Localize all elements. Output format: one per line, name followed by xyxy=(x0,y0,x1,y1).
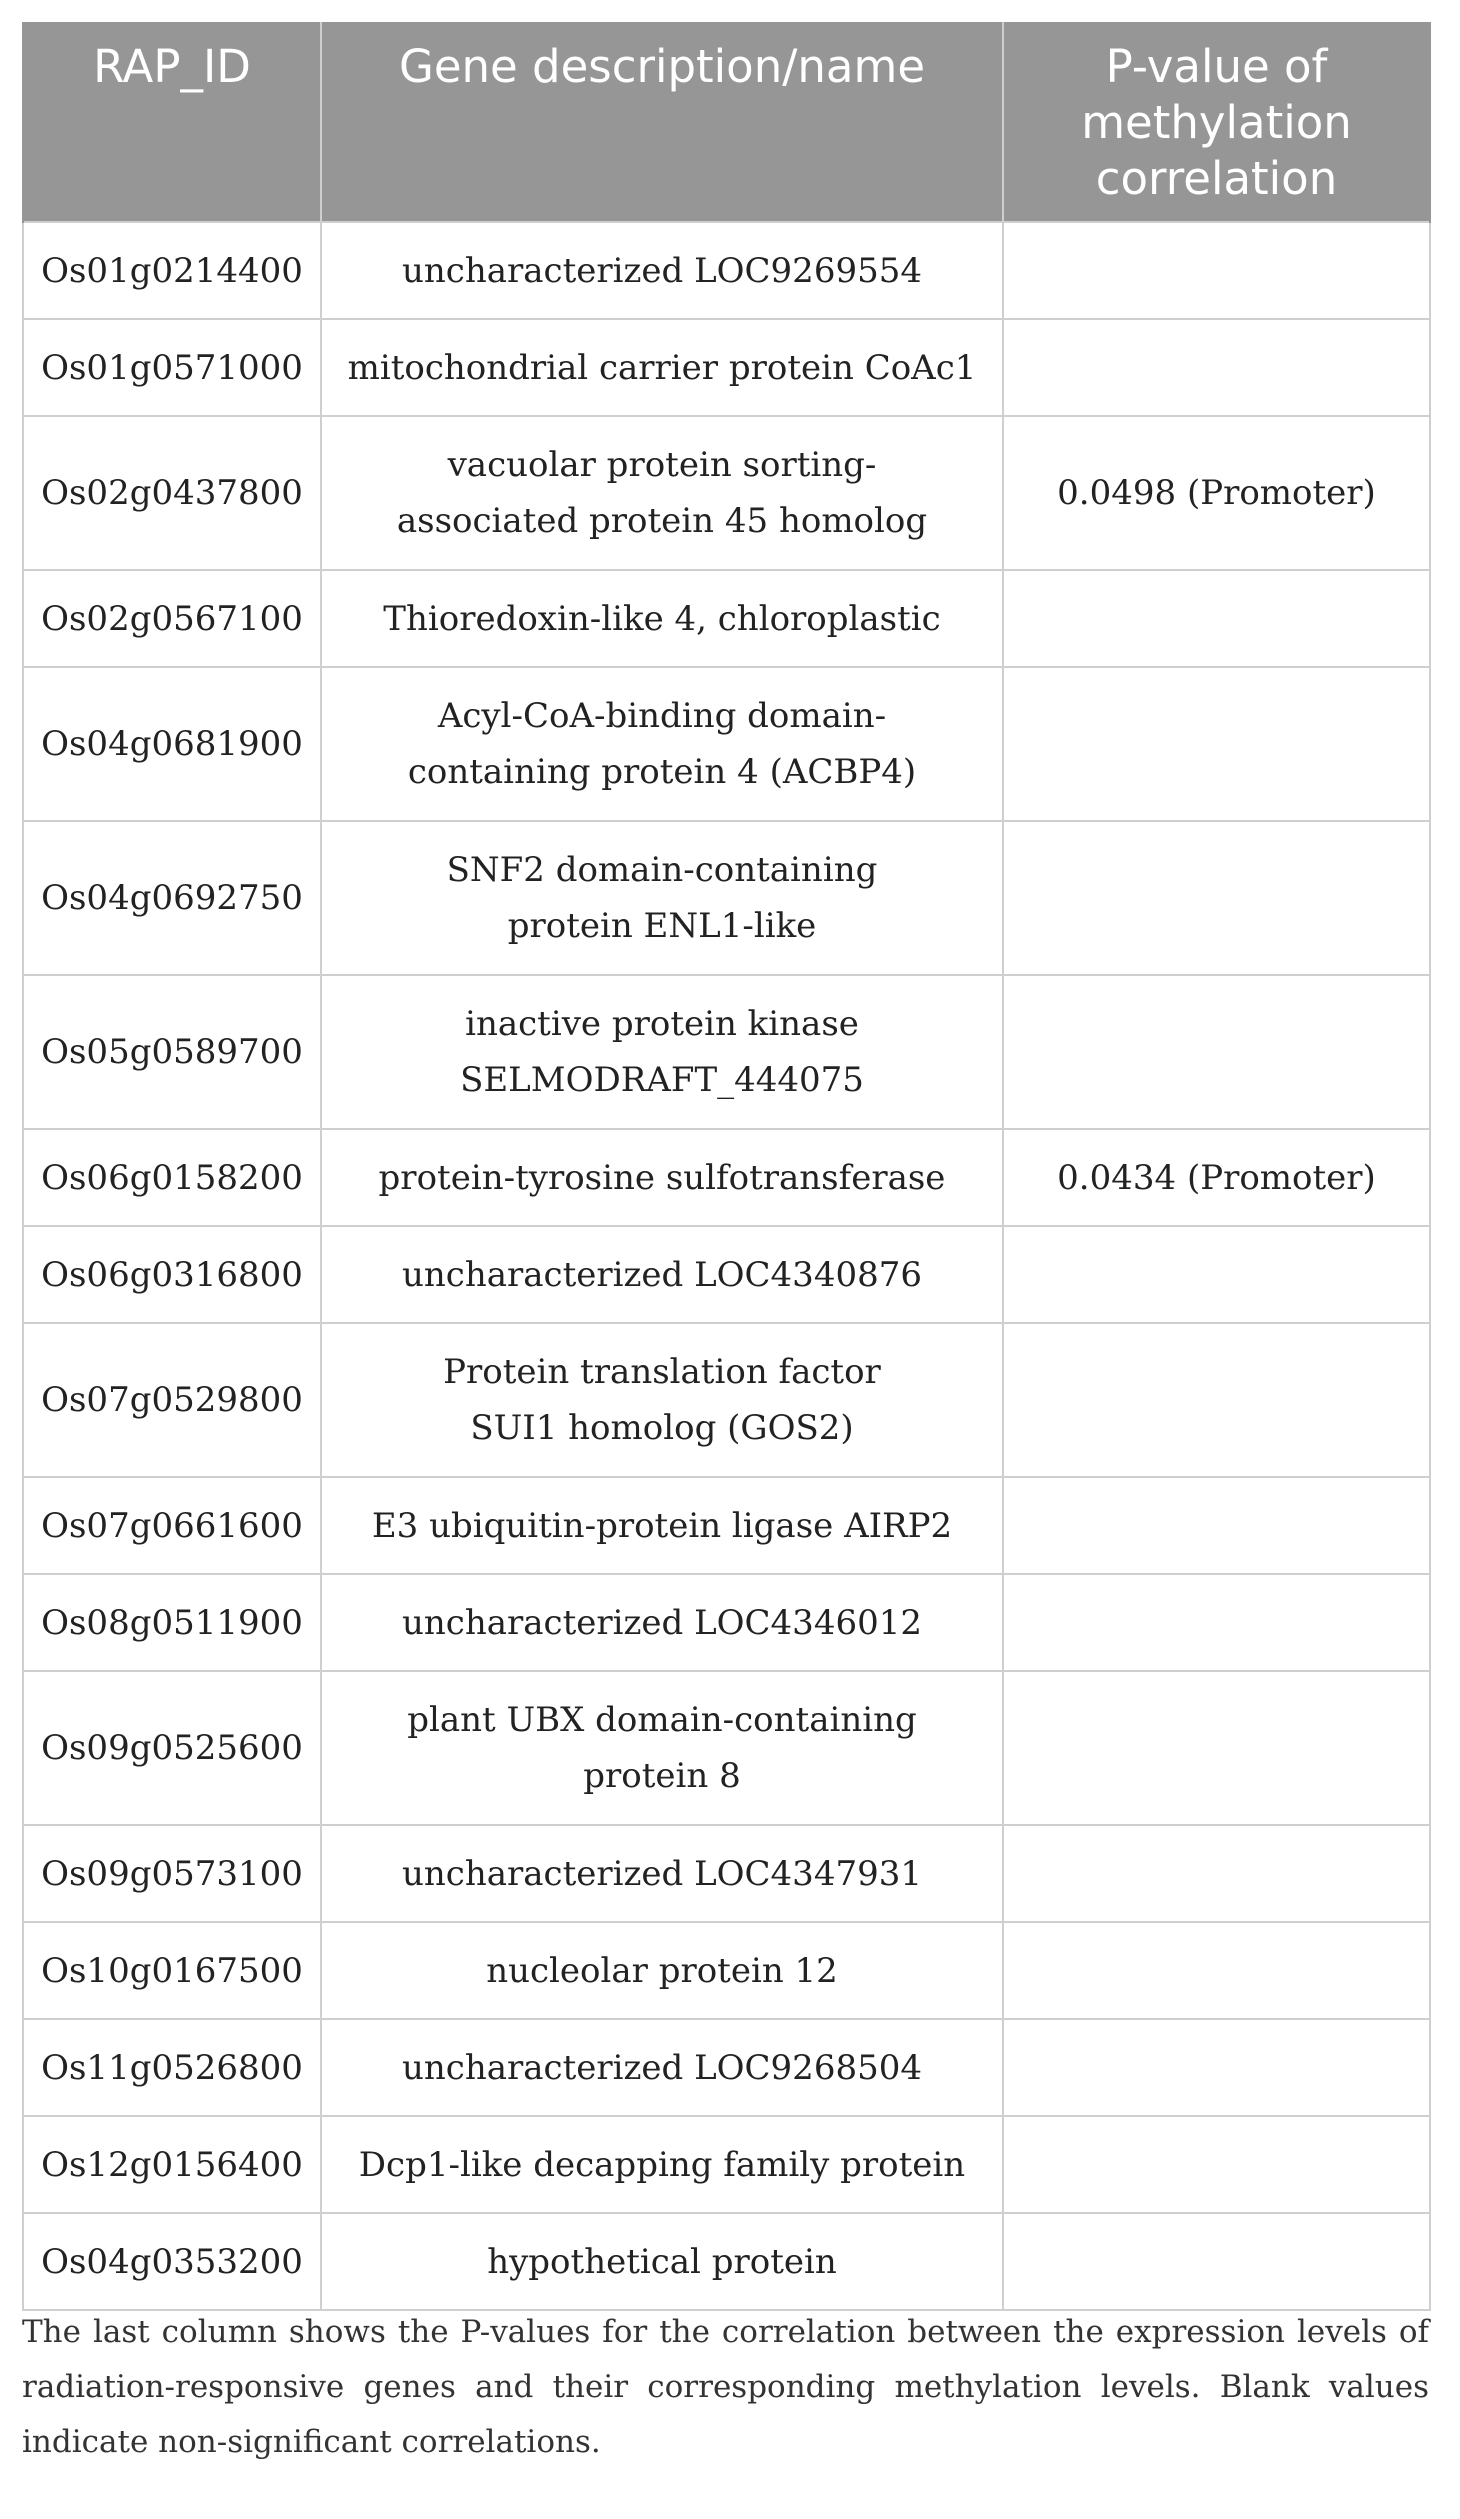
cell-gene: uncharacterized LOC4346012 xyxy=(321,1574,1003,1671)
cell-gene: hypothetical protein xyxy=(321,2213,1003,2310)
table-row xyxy=(23,821,1430,975)
cell-rap-id: Os01g0214400 xyxy=(23,222,321,319)
cell-gene-text: plant UBX domain-containing protein 8 xyxy=(407,1700,917,1796)
cell-p-value xyxy=(1003,821,1430,975)
cell-rap-id: Os09g0573100 xyxy=(23,1825,321,1922)
table-header xyxy=(23,22,1430,222)
cell-gene: Thioredoxin-like 4, chloroplastic xyxy=(321,570,1003,667)
cell-gene xyxy=(321,975,1003,1129)
table-row xyxy=(23,1825,1430,1922)
cell-p-value xyxy=(1003,1922,1430,2019)
table-row xyxy=(23,1671,1430,1825)
cell-rap-id: Os07g0661600 xyxy=(23,1477,321,1574)
table-row xyxy=(23,667,1430,821)
cell-p-value xyxy=(1003,2019,1430,2116)
cell-p-value xyxy=(1003,2213,1430,2310)
table-row xyxy=(23,2116,1430,2213)
cell-rap-id: Os04g0692750 xyxy=(23,821,321,975)
gene-methylation-table xyxy=(22,22,1431,2311)
cell-gene xyxy=(321,1671,1003,1825)
cell-rap-id: Os10g0167500 xyxy=(23,1922,321,2019)
cell-rap-id: Os11g0526800 xyxy=(23,2019,321,2116)
cell-gene: protein-tyrosine sulfotransferase xyxy=(321,1129,1003,1226)
table-row xyxy=(23,1574,1430,1671)
header-gene-description: Gene description/name xyxy=(321,22,1003,222)
cell-gene-text: vacuolar protein sorting-associated protein 45 homolog xyxy=(396,445,928,541)
cell-gene-text: SNF2 domain-containing protein ENL1-like xyxy=(446,850,878,946)
cell-p-value xyxy=(1003,1671,1430,1825)
cell-p-value xyxy=(1003,1825,1430,1922)
cell-p-value xyxy=(1003,1323,1430,1477)
table-row xyxy=(23,1477,1430,1574)
cell-rap-id: Os06g0316800 xyxy=(23,1226,321,1323)
cell-gene: uncharacterized LOC4347931 xyxy=(321,1825,1003,1922)
cell-rap-id: Os04g0681900 xyxy=(23,667,321,821)
cell-rap-id: Os08g0511900 xyxy=(23,1574,321,1671)
cell-gene-text: Acyl-CoA-binding domain-containing protein 4 (ACBP4) xyxy=(407,696,917,792)
header-p-value xyxy=(1003,22,1430,222)
cell-gene: uncharacterized LOC4340876 xyxy=(321,1226,1003,1323)
table-row xyxy=(23,570,1430,667)
table-row xyxy=(23,2019,1430,2116)
cell-rap-id: Os02g0567100 xyxy=(23,570,321,667)
header-row xyxy=(23,22,1430,222)
cell-gene xyxy=(321,821,1003,975)
table-row xyxy=(23,416,1430,570)
cell-p-value: 0.0498 (Promoter) xyxy=(1003,416,1430,570)
table-row xyxy=(23,1323,1430,1477)
cell-gene: uncharacterized LOC9269554 xyxy=(321,222,1003,319)
cell-gene: nucleolar protein 12 xyxy=(321,1922,1003,2019)
header-rap-id: RAP_ID xyxy=(23,22,321,222)
cell-rap-id: Os05g0589700 xyxy=(23,975,321,1129)
table-row xyxy=(23,319,1430,416)
cell-p-value: 0.0434 (Promoter) xyxy=(1003,1129,1430,1226)
cell-gene xyxy=(321,416,1003,570)
table-row xyxy=(23,2213,1430,2310)
cell-p-value xyxy=(1003,975,1430,1129)
cell-gene xyxy=(321,667,1003,821)
cell-rap-id: Os06g0158200 xyxy=(23,1129,321,1226)
table-row xyxy=(23,975,1430,1129)
cell-rap-id: Os07g0529800 xyxy=(23,1323,321,1477)
cell-gene: E3 ubiquitin-protein ligase AIRP2 xyxy=(321,1477,1003,1574)
cell-gene xyxy=(321,1323,1003,1477)
table-row xyxy=(23,222,1430,319)
cell-rap-id: Os01g0571000 xyxy=(23,319,321,416)
cell-p-value xyxy=(1003,1226,1430,1323)
cell-p-value xyxy=(1003,222,1430,319)
table-row xyxy=(23,1226,1430,1323)
table-row xyxy=(23,1129,1430,1226)
cell-rap-id: Os09g0525600 xyxy=(23,1671,321,1825)
cell-gene: Dcp1-like decapping family protein xyxy=(321,2116,1003,2213)
cell-p-value xyxy=(1003,667,1430,821)
data-table-container xyxy=(22,22,1429,2311)
cell-p-value xyxy=(1003,570,1430,667)
header-p-value-label: P-value of methylation correlation xyxy=(1081,40,1352,205)
cell-p-value xyxy=(1003,1477,1430,1574)
table-row xyxy=(23,1922,1430,2019)
cell-gene-text: inactive protein kinase SELMODRAFT_444075 xyxy=(460,1004,864,1100)
cell-p-value xyxy=(1003,1574,1430,1671)
cell-gene-text: Protein translation factor SUI1 homolog (GOS2) xyxy=(443,1352,881,1448)
cell-p-value xyxy=(1003,319,1430,416)
cell-gene: uncharacterized LOC9268504 xyxy=(321,2019,1003,2116)
cell-rap-id: Os12g0156400 xyxy=(23,2116,321,2213)
table-footnote: The last column shows the P-values for the correlation between the expression levels of radiation-responsive genes and their corresponding methylation levels. Blank values indicate non-significant correlations. xyxy=(22,2314,1429,2460)
cell-gene: mitochondrial carrier protein CoAc1 xyxy=(321,319,1003,416)
cell-p-value xyxy=(1003,2116,1430,2213)
table-body xyxy=(23,222,1430,2310)
cell-rap-id: Os02g0437800 xyxy=(23,416,321,570)
cell-rap-id: Os04g0353200 xyxy=(23,2213,321,2310)
